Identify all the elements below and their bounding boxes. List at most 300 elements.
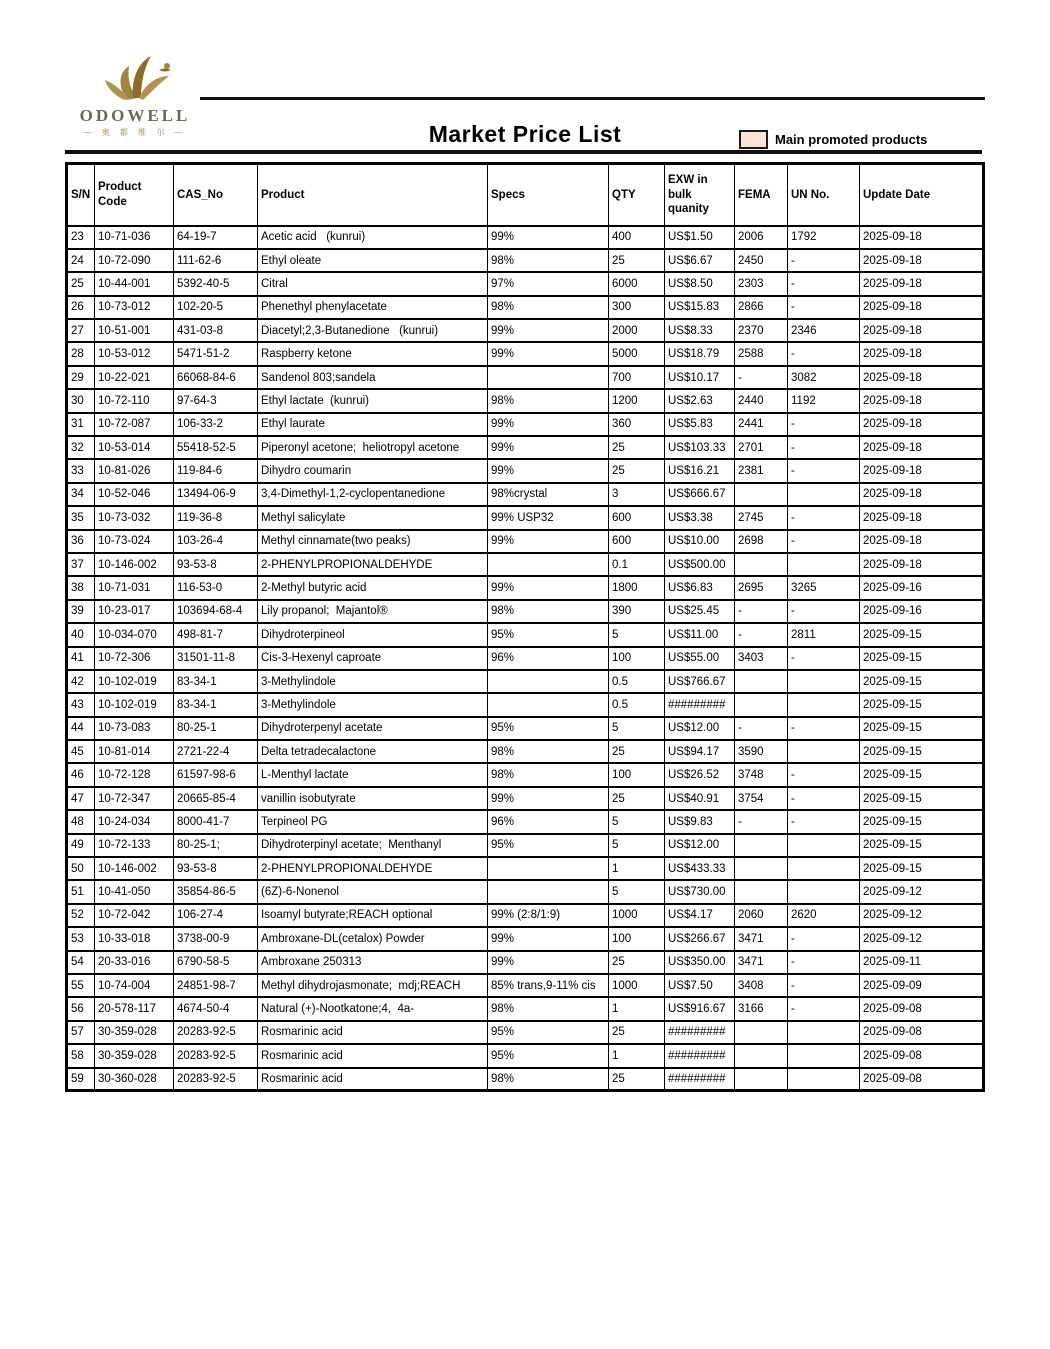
cell-un-no: -	[788, 927, 860, 950]
cell-product-code: 10-102-019	[95, 670, 174, 693]
cell-exw: US$350.00	[665, 951, 735, 974]
cell-qty: 100	[609, 647, 665, 670]
cell-update-date: 2025-09-11	[860, 951, 984, 974]
cell-un-no: 3265	[788, 576, 860, 599]
cell-exw: US$3.38	[665, 506, 735, 529]
cell-product: Piperonyl acetone; heliotropyl acetone	[258, 436, 488, 459]
cell-cas-no: 3738-00-9	[174, 927, 258, 950]
column-header-update-date: Update Date	[860, 164, 984, 226]
cell-exw: US$766.67	[665, 670, 735, 693]
cell-cas-no: 8000-41-7	[174, 810, 258, 833]
cell-exw: US$666.67	[665, 483, 735, 506]
column-header-sn: S/N	[67, 164, 95, 226]
table-row	[67, 296, 984, 319]
cell-sn: 37	[67, 553, 95, 576]
column-header-product-code: Product Code	[95, 164, 174, 226]
cell-update-date: 2025-09-18	[860, 249, 984, 272]
cell-product: Ambroxane 250313	[258, 951, 488, 974]
table-row	[67, 1044, 984, 1067]
cell-exw: US$916.67	[665, 997, 735, 1020]
cell-product-code: 30-359-028	[95, 1044, 174, 1067]
cell-specs: 98%	[488, 249, 609, 272]
cell-exw: US$6.83	[665, 576, 735, 599]
cell-qty: 600	[609, 530, 665, 553]
cell-exw: US$6.67	[665, 249, 735, 272]
cell-exw: US$25.45	[665, 600, 735, 623]
cell-qty: 2000	[609, 319, 665, 342]
table-header	[67, 164, 984, 226]
cell-product-code: 10-33-018	[95, 927, 174, 950]
cell-exw: US$4.17	[665, 904, 735, 927]
cell-cas-no: 102-20-5	[174, 296, 258, 319]
cell-sn: 34	[67, 483, 95, 506]
cell-product: Isoamyl butyrate;REACH optional	[258, 904, 488, 927]
cell-product-code: 20-33-016	[95, 951, 174, 974]
cell-un-no	[788, 834, 860, 857]
table-row	[67, 997, 984, 1020]
cell-fema: -	[735, 366, 788, 389]
cell-un-no: 2346	[788, 319, 860, 342]
cell-cas-no: 55418-52-5	[174, 436, 258, 459]
cell-qty: 360	[609, 413, 665, 436]
cell-exw: US$5.83	[665, 413, 735, 436]
cell-sn: 43	[67, 693, 95, 716]
cell-update-date: 2025-09-18	[860, 436, 984, 459]
cell-fema	[735, 834, 788, 857]
cell-product-code: 10-034-070	[95, 623, 174, 646]
cell-product: Natural (+)-Nootkatone;4, 4a-	[258, 997, 488, 1020]
promoted-color-swatch	[739, 130, 768, 149]
cell-exw: #########	[665, 1068, 735, 1091]
cell-cas-no: 66068-84-6	[174, 366, 258, 389]
table-row	[67, 319, 984, 342]
cell-qty: 25	[609, 249, 665, 272]
cell-specs: 99% USP32	[488, 506, 609, 529]
cell-product-code: 10-53-014	[95, 436, 174, 459]
cell-qty: 1000	[609, 904, 665, 927]
cell-sn: 27	[67, 319, 95, 342]
cell-product: L-Menthyl lactate	[258, 763, 488, 786]
cell-cas-no: 116-53-0	[174, 576, 258, 599]
cell-update-date: 2025-09-15	[860, 670, 984, 693]
column-header-qty: QTY	[609, 164, 665, 226]
cell-cas-no: 5392-40-5	[174, 272, 258, 295]
cell-sn: 48	[67, 810, 95, 833]
header-top-rule	[200, 97, 985, 100]
cell-exw: US$500.00	[665, 553, 735, 576]
cell-fema: 2450	[735, 249, 788, 272]
table-row	[67, 1068, 984, 1091]
cell-sn: 50	[67, 857, 95, 880]
cell-qty: 1000	[609, 974, 665, 997]
cell-specs	[488, 670, 609, 693]
cell-sn: 45	[67, 740, 95, 763]
cell-product-code: 10-72-306	[95, 647, 174, 670]
cell-sn: 31	[67, 413, 95, 436]
cell-cas-no: 20283-92-5	[174, 1044, 258, 1067]
cell-fema: -	[735, 810, 788, 833]
cell-product: Raspberry ketone	[258, 342, 488, 365]
cell-fema	[735, 1068, 788, 1091]
cell-update-date: 2025-09-12	[860, 927, 984, 950]
cell-product: 3,4-Dimethyl-1,2-cyclopentanedione	[258, 483, 488, 506]
cell-product: Ambroxane-DL(cetalox) Powder	[258, 927, 488, 950]
cell-product-code: 30-359-028	[95, 1021, 174, 1044]
cell-un-no	[788, 553, 860, 576]
cell-cas-no: 6790-58-5	[174, 951, 258, 974]
cell-un-no: -	[788, 459, 860, 482]
title-underline-rule	[65, 150, 982, 154]
cell-update-date: 2025-09-18	[860, 272, 984, 295]
cell-cas-no: 2721-22-4	[174, 740, 258, 763]
cell-specs: 95%	[488, 623, 609, 646]
cell-un-no: -	[788, 763, 860, 786]
cell-fema	[735, 880, 788, 903]
cell-product-code: 10-72-133	[95, 834, 174, 857]
cell-qty: 100	[609, 763, 665, 786]
cell-specs: 97%	[488, 272, 609, 295]
cell-fema: 2441	[735, 413, 788, 436]
cell-specs: 95%	[488, 834, 609, 857]
cell-update-date: 2025-09-08	[860, 997, 984, 1020]
cell-cas-no: 5471-51-2	[174, 342, 258, 365]
cell-fema: 2381	[735, 459, 788, 482]
cell-qty: 1800	[609, 576, 665, 599]
cell-cas-no: 106-33-2	[174, 413, 258, 436]
column-header-product: Product	[258, 164, 488, 226]
table-row	[67, 951, 984, 974]
cell-product-code: 10-102-019	[95, 693, 174, 716]
cell-update-date: 2025-09-18	[860, 342, 984, 365]
cell-qty: 5	[609, 810, 665, 833]
column-header-exw: EXW in bulk quanity	[665, 164, 735, 226]
table-row	[67, 1021, 984, 1044]
cell-product-code: 10-72-042	[95, 904, 174, 927]
cell-product: Ethyl lactate (kunrui)	[258, 389, 488, 412]
cell-update-date: 2025-09-18	[860, 296, 984, 319]
cell-product-code: 10-22-021	[95, 366, 174, 389]
cell-product-code: 10-41-050	[95, 880, 174, 903]
cell-product-code: 10-44-001	[95, 272, 174, 295]
cell-cas-no: 111-62-6	[174, 249, 258, 272]
cell-specs: 96%	[488, 810, 609, 833]
cell-product-code: 10-73-012	[95, 296, 174, 319]
cell-exw: US$103.33	[665, 436, 735, 459]
table-row	[67, 763, 984, 786]
table-row	[67, 342, 984, 365]
cell-specs: 96%	[488, 647, 609, 670]
cell-exw: US$10.00	[665, 530, 735, 553]
table-row	[67, 857, 984, 880]
cell-un-no: -	[788, 506, 860, 529]
cell-specs: 99%	[488, 459, 609, 482]
orchid-flower-icon	[70, 50, 200, 106]
cell-sn: 23	[67, 226, 95, 249]
cell-specs: 99%	[488, 927, 609, 950]
cell-product-code: 10-51-001	[95, 319, 174, 342]
cell-qty: 0.5	[609, 670, 665, 693]
cell-fema: 3748	[735, 763, 788, 786]
table-body	[67, 226, 984, 1091]
cell-sn: 24	[67, 249, 95, 272]
cell-product: Ethyl oleate	[258, 249, 488, 272]
table-row	[67, 483, 984, 506]
cell-exw: US$8.33	[665, 319, 735, 342]
cell-update-date: 2025-09-15	[860, 717, 984, 740]
cell-product: Diacetyl;2,3-Butanedione (kunrui)	[258, 319, 488, 342]
cell-un-no	[788, 483, 860, 506]
cell-un-no: 1792	[788, 226, 860, 249]
cell-specs: 98%	[488, 600, 609, 623]
cell-fema: 3590	[735, 740, 788, 763]
cell-qty: 5	[609, 834, 665, 857]
cell-product: Dihydro coumarin	[258, 459, 488, 482]
cell-fema: 2698	[735, 530, 788, 553]
cell-cas-no: 80-25-1	[174, 717, 258, 740]
cell-qty: 5000	[609, 342, 665, 365]
cell-product-code: 10-73-083	[95, 717, 174, 740]
cell-sn: 40	[67, 623, 95, 646]
cell-product: Sandenol 803;sandela	[258, 366, 488, 389]
cell-un-no: -	[788, 951, 860, 974]
cell-exw: US$18.79	[665, 342, 735, 365]
cell-product: (6Z)-6-Nonenol	[258, 880, 488, 903]
cell-cas-no: 119-36-8	[174, 506, 258, 529]
cell-sn: 35	[67, 506, 95, 529]
cell-un-no	[788, 857, 860, 880]
cell-un-no: -	[788, 530, 860, 553]
cell-qty: 25	[609, 951, 665, 974]
cell-product-code: 10-73-024	[95, 530, 174, 553]
cell-fema	[735, 670, 788, 693]
cell-sn: 25	[67, 272, 95, 295]
cell-cas-no: 35854-86-5	[174, 880, 258, 903]
cell-qty: 0.5	[609, 693, 665, 716]
cell-product-code: 10-52-046	[95, 483, 174, 506]
cell-product-code: 10-81-014	[95, 740, 174, 763]
cell-un-no: -	[788, 810, 860, 833]
cell-specs: 99%	[488, 530, 609, 553]
cell-sn: 54	[67, 951, 95, 974]
cell-sn: 39	[67, 600, 95, 623]
cell-product-code: 10-53-012	[95, 342, 174, 365]
cell-cas-no: 103-26-4	[174, 530, 258, 553]
cell-sn: 58	[67, 1044, 95, 1067]
cell-cas-no: 20283-92-5	[174, 1021, 258, 1044]
cell-product-code: 10-72-090	[95, 249, 174, 272]
cell-fema: 2695	[735, 576, 788, 599]
cell-qty: 25	[609, 740, 665, 763]
cell-exw: #########	[665, 693, 735, 716]
cell-un-no: -	[788, 342, 860, 365]
cell-qty: 400	[609, 226, 665, 249]
cell-un-no	[788, 740, 860, 763]
cell-product: 2-PHENYLPROPIONALDEHYDE	[258, 857, 488, 880]
cell-un-no	[788, 1021, 860, 1044]
cell-fema: 3166	[735, 997, 788, 1020]
table-row	[67, 647, 984, 670]
cell-sn: 47	[67, 787, 95, 810]
cell-specs: 85% trans,9-11% cis	[488, 974, 609, 997]
cell-update-date: 2025-09-15	[860, 787, 984, 810]
cell-qty: 600	[609, 506, 665, 529]
cell-fema	[735, 857, 788, 880]
cell-update-date: 2025-09-08	[860, 1068, 984, 1091]
cell-update-date: 2025-09-18	[860, 530, 984, 553]
cell-qty: 700	[609, 366, 665, 389]
legend-label: Main promoted products	[775, 132, 928, 147]
cell-specs	[488, 857, 609, 880]
cell-fema: 2370	[735, 319, 788, 342]
table-row	[67, 904, 984, 927]
cell-fema: 2866	[735, 296, 788, 319]
cell-qty: 1	[609, 1044, 665, 1067]
cell-product-code: 10-72-087	[95, 413, 174, 436]
cell-sn: 29	[67, 366, 95, 389]
cell-qty: 300	[609, 296, 665, 319]
cell-un-no	[788, 1044, 860, 1067]
legend	[739, 130, 927, 149]
cell-product: Terpineol PG	[258, 810, 488, 833]
cell-exw: US$55.00	[665, 647, 735, 670]
page-title: Market Price List	[428, 121, 622, 147]
cell-specs: 99%	[488, 342, 609, 365]
cell-update-date: 2025-09-18	[860, 319, 984, 342]
table-row	[67, 459, 984, 482]
cell-fema: -	[735, 600, 788, 623]
cell-update-date: 2025-09-08	[860, 1044, 984, 1067]
cell-un-no: -	[788, 787, 860, 810]
cell-fema: 2060	[735, 904, 788, 927]
table-row	[67, 834, 984, 857]
cell-qty: 25	[609, 787, 665, 810]
brand-subtitle: — 奥 都 维 尔 —	[83, 128, 187, 137]
cell-exw: US$2.63	[665, 389, 735, 412]
cell-un-no	[788, 670, 860, 693]
cell-un-no	[788, 693, 860, 716]
cell-fema	[735, 1044, 788, 1067]
cell-specs: 98%	[488, 763, 609, 786]
cell-product: Methyl salicylate	[258, 506, 488, 529]
cell-cas-no: 31501-11-8	[174, 647, 258, 670]
cell-fema: 3471	[735, 927, 788, 950]
cell-sn: 38	[67, 576, 95, 599]
cell-specs: 99%	[488, 576, 609, 599]
cell-fema	[735, 1021, 788, 1044]
cell-un-no: -	[788, 413, 860, 436]
cell-update-date: 2025-09-18	[860, 366, 984, 389]
cell-exw: US$12.00	[665, 834, 735, 857]
table-row	[67, 670, 984, 693]
cell-cas-no: 83-34-1	[174, 670, 258, 693]
cell-sn: 52	[67, 904, 95, 927]
cell-qty: 6000	[609, 272, 665, 295]
cell-product: 2-PHENYLPROPIONALDEHYDE	[258, 553, 488, 576]
column-header-un-no: UN No.	[788, 164, 860, 226]
cell-qty: 25	[609, 1021, 665, 1044]
cell-update-date: 2025-09-15	[860, 834, 984, 857]
cell-specs	[488, 693, 609, 716]
cell-qty: 5	[609, 623, 665, 646]
cell-product: 2-Methyl butyric acid	[258, 576, 488, 599]
cell-un-no: -	[788, 997, 860, 1020]
price-table	[65, 162, 985, 1092]
cell-cas-no: 93-53-8	[174, 857, 258, 880]
cell-exw: US$26.52	[665, 763, 735, 786]
cell-qty: 0.1	[609, 553, 665, 576]
cell-product: Ethyl laurate	[258, 413, 488, 436]
cell-specs: 99%	[488, 951, 609, 974]
cell-specs: 99%	[488, 787, 609, 810]
cell-specs: 98%crystal	[488, 483, 609, 506]
cell-product-code: 10-71-031	[95, 576, 174, 599]
cell-specs	[488, 880, 609, 903]
cell-update-date: 2025-09-18	[860, 413, 984, 436]
cell-specs	[488, 366, 609, 389]
cell-cas-no: 20283-92-5	[174, 1068, 258, 1091]
cell-product: Phenethyl phenylacetate	[258, 296, 488, 319]
cell-cas-no: 498-81-7	[174, 623, 258, 646]
cell-cas-no: 20665-85-4	[174, 787, 258, 810]
table-row	[67, 553, 984, 576]
table-row	[67, 787, 984, 810]
cell-update-date: 2025-09-08	[860, 1021, 984, 1044]
cell-fema	[735, 553, 788, 576]
cell-update-date: 2025-09-18	[860, 553, 984, 576]
cell-specs	[488, 553, 609, 576]
table-row	[67, 249, 984, 272]
cell-update-date: 2025-09-15	[860, 623, 984, 646]
cell-qty: 1200	[609, 389, 665, 412]
cell-cas-no: 80-25-1;	[174, 834, 258, 857]
cell-sn: 41	[67, 647, 95, 670]
table-row	[67, 974, 984, 997]
table-row	[67, 880, 984, 903]
cell-product: vanillin isobutyrate	[258, 787, 488, 810]
cell-product: Lily propanol; Majantol®	[258, 600, 488, 623]
cell-exw: US$1.50	[665, 226, 735, 249]
cell-update-date: 2025-09-15	[860, 810, 984, 833]
cell-product-code: 20-578-117	[95, 997, 174, 1020]
cell-product-code: 10-72-347	[95, 787, 174, 810]
cell-un-no	[788, 880, 860, 903]
cell-product-code: 30-360-028	[95, 1068, 174, 1091]
cell-qty: 1	[609, 997, 665, 1020]
cell-specs: 95%	[488, 717, 609, 740]
cell-specs: 98%	[488, 389, 609, 412]
cell-cas-no: 119-84-6	[174, 459, 258, 482]
cell-product-code: 10-81-026	[95, 459, 174, 482]
cell-update-date: 2025-09-18	[860, 459, 984, 482]
cell-exw: US$10.17	[665, 366, 735, 389]
cell-product: Rosmarinic acid	[258, 1021, 488, 1044]
table-row	[67, 226, 984, 249]
cell-cas-no: 83-34-1	[174, 693, 258, 716]
cell-update-date: 2025-09-09	[860, 974, 984, 997]
table-row	[67, 717, 984, 740]
cell-cas-no: 431-03-8	[174, 319, 258, 342]
cell-exw: US$7.50	[665, 974, 735, 997]
cell-exw: US$15.83	[665, 296, 735, 319]
table-row	[67, 413, 984, 436]
cell-un-no: 2620	[788, 904, 860, 927]
cell-sn: 36	[67, 530, 95, 553]
cell-product: 3-Methylindole	[258, 670, 488, 693]
cell-update-date: 2025-09-15	[860, 740, 984, 763]
table-row	[67, 530, 984, 553]
cell-product: Rosmarinic acid	[258, 1068, 488, 1091]
cell-fema: 3408	[735, 974, 788, 997]
